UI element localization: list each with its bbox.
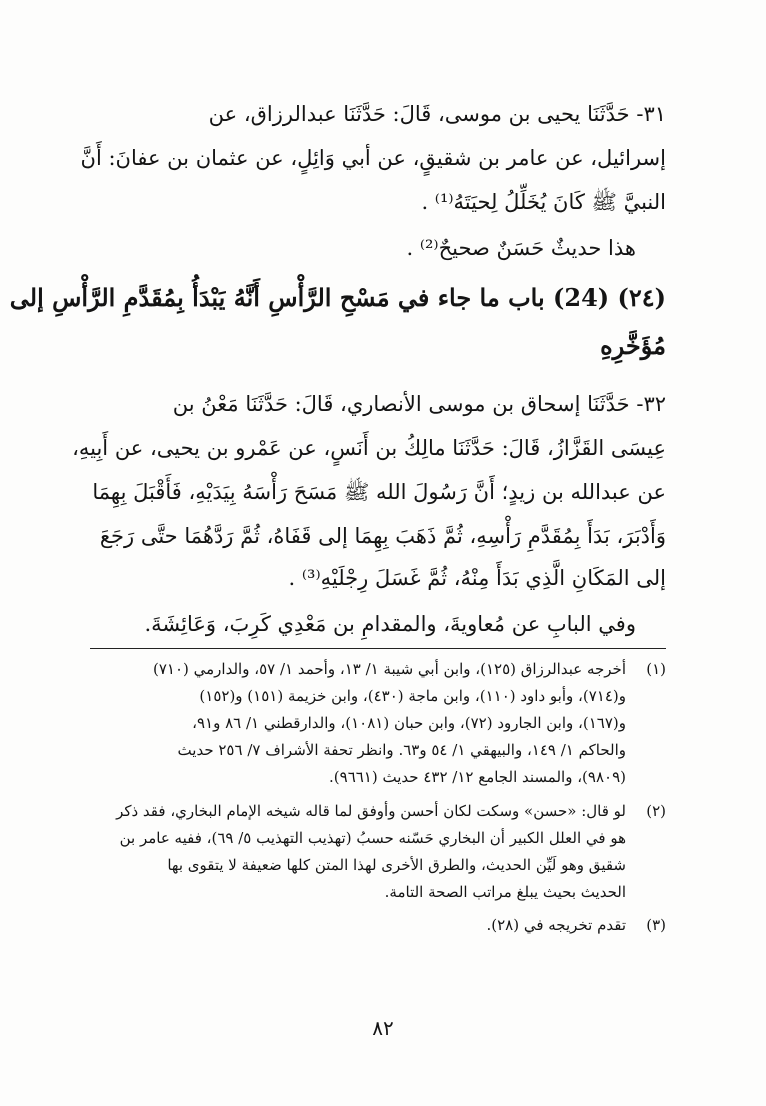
hadith-32-line-1: ٣٢- حَدَّثَنَا إسحاق بن موسى الأنصاري، قَالَ: حَدَّثَنَا مَعْنُ بن (172, 392, 666, 416)
footnote-separator (90, 648, 666, 649)
chapter-heading-line-2: مُؤَخَّرِهِ (600, 331, 666, 360)
page-number: ٨٢ (372, 1016, 394, 1040)
footnote-2 (90, 798, 666, 825)
hadith-31-line-3: النبيَّ ﷺ كَانَ يُخَلِّلُ لِحيَتَهُ⁽¹⁾ . (421, 190, 666, 214)
footnote-1-number: (١) (646, 660, 666, 678)
footnote-3-line-1: تقدم تخريجه في (٢٨). (486, 916, 626, 934)
footnote-1-line-3: و(١٦٧)، وابن الجارود (٧٢)، وابن حبان (١٠٨١)، والدارقطني ١/ ٨٦ و٩١، (192, 714, 626, 732)
chapter-heading-line-1: (٢٤) (24) باب ما جاء في مَسْحِ الرَّأْسِ أَنَّهُ يَبْدَأُ بِمُقَدَّمِ الرَّأْسِ إلى (9, 283, 666, 312)
hadith-32-line-4: وَأَدْبَرَ، بَدَأَ بِمُقَدَّمِ رَأْسِهِ، ثُمَّ ذَهَبَ بِهِمَا إلى قَفَاهُ، ثُمَّ رَدَّهُمَا حتَّى رَجَعَ (99, 524, 666, 548)
hadith-31-line-2: إسرائيل، عن عامر بن شقيقٍ، عن أبي وَائِلٍ، عن عثمان بن عفانَ: أَنَّ (80, 146, 666, 170)
footnote-2-line-4: الحديث بحيث يبلغ مراتب الصحة التامة. (384, 883, 626, 901)
hadith-32-line-3: عن عبدالله بن زيدٍ؛ أَنَّ رَسُولَ الله ﷺ مَسَحَ رَأْسَهُ بِيَدَيْهِ، فَأَقْبَلَ بِهِمَا (92, 480, 666, 504)
footnote-1 (90, 656, 666, 683)
footnote-3 (90, 912, 666, 939)
footnote-2-line-1: لو قال: «حسن» وسكت لكان أحسن وأوفق لما قاله شيخه الإمام البخاري، فقد ذكر (116, 802, 626, 820)
footnote-2-line-2: هو في العلل الكبير أن البخاري حَسّنه حسبُ (تهذيب التهذيب ٥/ ٦٩)، ففيه عامر بن (119, 829, 626, 847)
footnote-2-number: (٢) (646, 802, 666, 820)
footnote-1-line-1: أخرجه عبدالرزاق (١٢٥)، وابن أبي شيبة ١/ ١٣، وأحمد ١/ ٥٧، والدارمي (٧١٠) (152, 660, 626, 678)
footnote-1-line-2: و(٧١٤)، وأبو داود (١١٠)، وابن ماجة (٤٣٠)، وابن خزيمة (١٥١) و(١٥٢) (199, 687, 626, 705)
hadith-31-line-1: ٣١- حَدَّثَنَا يحيى بن موسى، قَالَ: حَدَّثَنَا عبدالرزاق، عن (208, 102, 666, 126)
hadith-32-line-5: إلى المَكَانِ الَّذِي بَدَأَ مِنْهُ، ثُمَّ غَسَلَ رِجْلَيْهِ⁽³⁾ . (288, 566, 666, 590)
hadith-32-line-2: عِيسَى القَزَّازُ، قَالَ: حَدَّثَنَا مالِكُ بن أَنَسٍ، عن عَمْرو بن يحيى، عن أَبِيهِ، (72, 436, 666, 460)
footnote-1-line-5: (٩٨٠٩)، والمسند الجامع ١٢/ ٤٣٢ حديث (٩٦٦١). (329, 768, 626, 786)
hadith-31-grade: هذا حديثٌ حَسَنٌ صحيحٌ⁽²⁾ . (406, 236, 636, 260)
footnote-1-line-4: والحاكم ١/ ١٤٩، والبيهقي ١/ ٥٤ و٦٣. وانظر تحفة الأشراف ٧/ ٢٥٦ حديث (177, 741, 626, 759)
footnote-2-line-3: شقيق وهو لَيِّن الحديث، والطرق الأخرى لهذا المتن كلها ضعيفة لا يتقوى بها (167, 856, 626, 874)
footnote-3-number: (٣) (646, 916, 666, 934)
in-chapter-note: وفي البابِ عن مُعاويةَ، والمقدامِ بن مَعْدِي كَرِبَ، وَعَائِشَةَ. (144, 612, 636, 636)
